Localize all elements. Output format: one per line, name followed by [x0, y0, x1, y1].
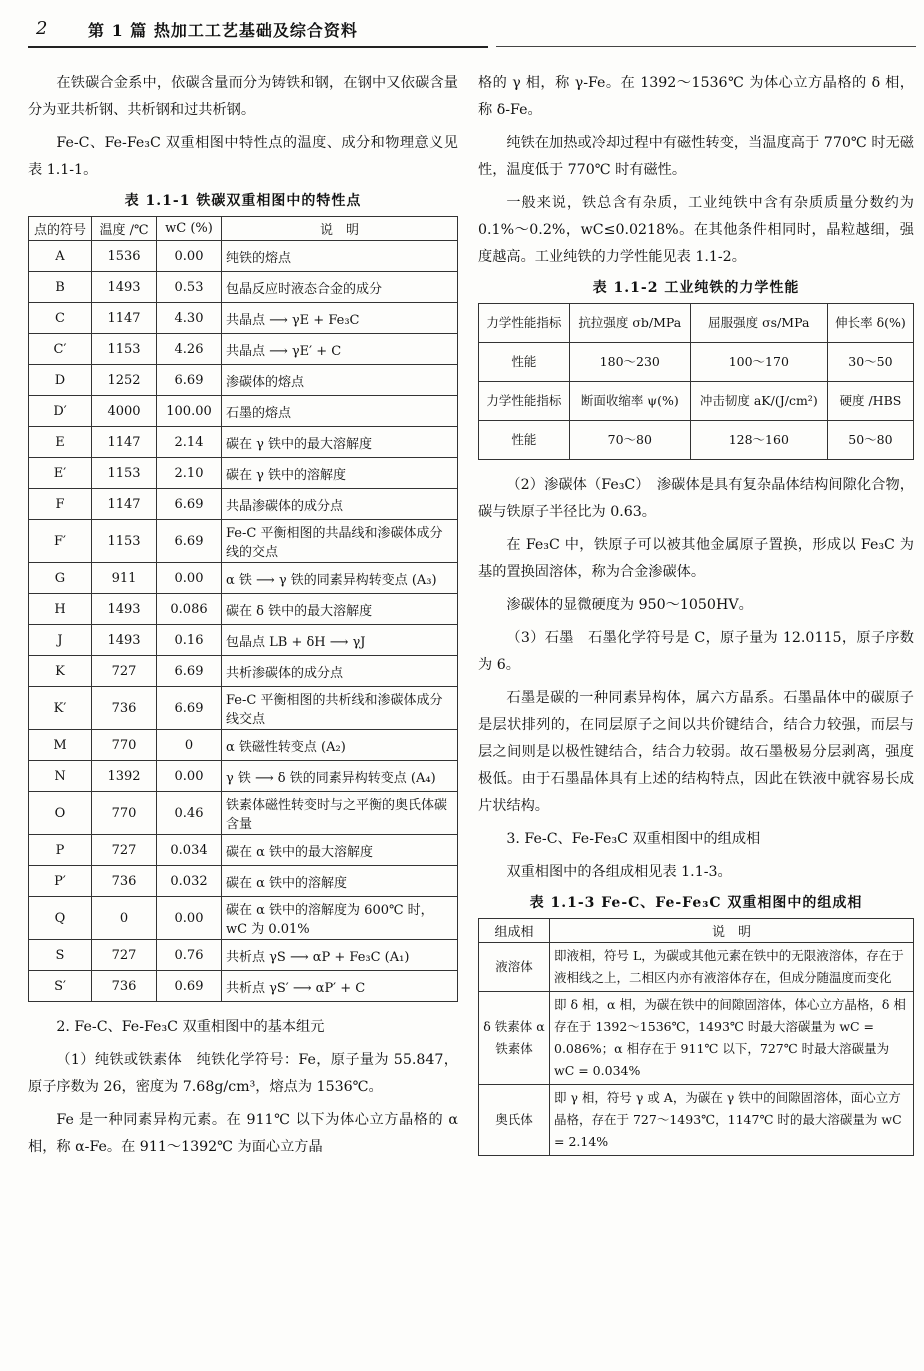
table-row	[29, 835, 458, 866]
table-cell: 石墨的熔点	[222, 396, 458, 427]
table-row	[29, 792, 458, 835]
table-cell: 液溶体	[479, 943, 550, 992]
paragraph: Fe 是一种同素异构元素。在 911℃ 以下为体心立方晶格的 α 相，称 α-Fe。在 911～1392℃ 为面心立方晶	[28, 1112, 458, 1155]
table-row	[479, 304, 914, 343]
table-cell: 30～50	[827, 343, 913, 382]
table-cell: D′	[29, 396, 92, 427]
table-cell: α 铁磁性转变点 (A₂)	[222, 730, 458, 761]
paragraph: 格的 γ 相，称 γ-Fe。在 1392～1536℃ 为体心立方晶格的 δ 相，称 δ-Fe。	[478, 75, 914, 118]
table-cell: 4.30	[157, 303, 222, 334]
table-cell: 包晶反应时液态合金的成分	[222, 272, 458, 303]
table-cell: 碳在 γ 铁中的最大溶解度	[222, 427, 458, 458]
table-cell: 128～160	[690, 421, 827, 460]
table-cell: 70～80	[569, 421, 690, 460]
column-header: 说 明	[222, 217, 458, 241]
table-cell: P′	[29, 866, 92, 897]
table-row	[479, 943, 914, 992]
table-cell: 727	[92, 940, 157, 971]
table-cell: 共晶渗碳体的成分点	[222, 489, 458, 520]
running-title: 第 1 篇 热加工工艺基础及综合资料	[88, 21, 358, 40]
table-row	[29, 365, 458, 396]
table-cell: 抗拉强度 σb/MPa	[569, 304, 690, 343]
column-header: 说 明	[550, 919, 914, 943]
page-header	[28, 12, 908, 48]
table-row	[29, 563, 458, 594]
table-cell: 共析点 γS ⟶ αP + Fe₃C (A₁)	[222, 940, 458, 971]
table-row	[29, 940, 458, 971]
right-column	[478, 70, 914, 1156]
table-cell: 即 δ 相，α 相，为碳在铁中的间隙固溶体，体心立方晶格，δ 相存在于 1392～1536℃，1493℃ 时最大溶碳量为 wC = 0.086%；α 相存在于 911℃ 以下，727℃ 时最大溶碳量为 wC = 0.034%	[550, 992, 914, 1085]
table-cell: F′	[29, 520, 92, 563]
table-cell: 铁素体磁性转变时与之平衡的奥氏体碳含量	[222, 792, 458, 835]
table-cell: 6.69	[157, 656, 222, 687]
table-cell: 纯铁的熔点	[222, 241, 458, 272]
table-cell: α 铁 ⟶ γ 铁的同素异构转变点 (A₃)	[222, 563, 458, 594]
table-cell: 断面收缩率 ψ(%)	[569, 382, 690, 421]
table-row	[29, 687, 458, 730]
table-cell: 2.14	[157, 427, 222, 458]
table-row	[29, 866, 458, 897]
table-cell: 1153	[92, 334, 157, 365]
table-row	[29, 334, 458, 365]
table-cell: 共析点 γS′ ⟶ αP′ + C	[222, 971, 458, 1002]
paragraph: 石墨是碳的一种同素异构体，属六方晶系。石墨晶体中的碳原子是层状排列的，在同层原子之间以共价键结合，结合力较强，而层与层之间则是以极性键结合，结合力较弱。故石墨极易分层剥离，强度极低。由于石墨晶体具有上述的结构特点，因此在铁液中就容易长成片状结构。	[478, 690, 914, 814]
table-cell: 0.53	[157, 272, 222, 303]
table-cell: 碳在 α 铁中的最大溶解度	[222, 835, 458, 866]
table-cell: 1147	[92, 427, 157, 458]
table-cell: 1147	[92, 303, 157, 334]
table-cell: D	[29, 365, 92, 396]
table-cell: J	[29, 625, 92, 656]
table-cell: 2.10	[157, 458, 222, 489]
table-cell: K′	[29, 687, 92, 730]
paragraph: Fe-C、Fe-Fe₃C 双重相图中特性点的温度、成分和物理意义见表 1.1-1。	[28, 135, 458, 178]
table-cell: 0.034	[157, 835, 222, 866]
table-row	[29, 730, 458, 761]
table-cell: 即 γ 相，符号 γ 或 A，为碳在 γ 铁中的间隙固溶体，面心立方晶格，存在于 727～1493℃，1147℃ 时的最大溶碳量为 wC = 2.14%	[550, 1085, 914, 1156]
table-cell: 0.032	[157, 866, 222, 897]
table-caption: 表 1.1-3 Fe-C、Fe-Fe₃C 双重相图中的组成相	[529, 895, 863, 911]
table-cell: 100.00	[157, 396, 222, 427]
table-cell: 6.69	[157, 520, 222, 563]
section-heading: 2. Fe-C、Fe-Fe₃C 双重相图中的基本组元	[56, 1019, 325, 1035]
table-cell: 1147	[92, 489, 157, 520]
table-row	[29, 272, 458, 303]
column-header: wC (%)	[157, 217, 222, 241]
table-cell: E′	[29, 458, 92, 489]
table-row	[29, 303, 458, 334]
table-cell: 性能	[479, 421, 570, 460]
table-cell: 0.16	[157, 625, 222, 656]
table-cell: 100～170	[690, 343, 827, 382]
table-cell: 0.46	[157, 792, 222, 835]
table-cell: Fe-C 平衡相图的共晶线和渗碳体成分线的交点	[222, 520, 458, 563]
paragraph: （1）纯铁或铁素体 纯铁化学符号：Fe，原子量为 55.847，原子序数为 26，密度为 7.68g/cm³，熔点为 1536℃。	[28, 1052, 458, 1095]
table-row	[29, 656, 458, 687]
table-cell: 共晶点 ⟶ γE + Fe₃C	[222, 303, 458, 334]
table-cell: 碳在 α 铁中的溶解度	[222, 866, 458, 897]
table-caption: 表 1.1-2 工业纯铁的力学性能	[592, 280, 800, 296]
table-row	[29, 971, 458, 1002]
table-cell: 碳在 γ 铁中的溶解度	[222, 458, 458, 489]
paragraph: 一般来说，铁总含有杂质，工业纯铁中含有杂质质量分数约为 0.1%～0.2%，wC≤0.0218%。在其他条件相同时，晶粒越细，强度越高。工业纯铁的力学性能见表 1.1-2。	[478, 195, 914, 265]
table-header-row	[29, 217, 458, 241]
table-cell: 727	[92, 835, 157, 866]
table-cell: 1252	[92, 365, 157, 396]
table-row	[29, 427, 458, 458]
table-cell: 0.00	[157, 563, 222, 594]
table-caption: 表 1.1-1 铁碳双重相图中的特性点	[124, 193, 362, 209]
table-cell: M	[29, 730, 92, 761]
table-cell: K	[29, 656, 92, 687]
table-row	[29, 594, 458, 625]
table-cell: C	[29, 303, 92, 334]
paragraph: 在 Fe₃C 中，铁原子可以被其他金属原子置换，形成以 Fe₃C 为基的置换固溶体，称为合金渗碳体。	[478, 537, 914, 580]
table-cell: S′	[29, 971, 92, 1002]
table-cell: 力学性能指标	[479, 304, 570, 343]
table-cell: B	[29, 272, 92, 303]
table-cell: 727	[92, 656, 157, 687]
paragraph: （3）石墨 石墨化学符号是 C，原子量为 12.0115，原子序数为 6。	[478, 630, 914, 673]
table-row	[29, 396, 458, 427]
table-cell: O	[29, 792, 92, 835]
table-cell: 即液相，符号 L，为碳或其他元素在铁中的无限液溶体，存在于液相线之上，二相区内亦有液溶体存在，但成分随温度而变化	[550, 943, 914, 992]
table-cell: S	[29, 940, 92, 971]
table-cell: 1536	[92, 241, 157, 272]
paragraph: 纯铁在加热或冷却过程中有磁性转变，当温度高于 770℃ 时无磁性，温度低于 770℃ 时有磁性。	[478, 135, 914, 178]
table-cell: 4.26	[157, 334, 222, 365]
table-cell: 屈服强度 σs/MPa	[690, 304, 827, 343]
table-cell: 0.00	[157, 897, 222, 940]
table-cell: 1392	[92, 761, 157, 792]
table-cell: 6.69	[157, 489, 222, 520]
table-cell: 1493	[92, 594, 157, 625]
table-cell: 伸长率 δ(%)	[827, 304, 913, 343]
table-row	[479, 421, 914, 460]
column-header: 点的符号	[29, 217, 92, 241]
table-cell: 共晶点 ⟶ γE′ + C	[222, 334, 458, 365]
table-cell: 硬度 /HBS	[827, 382, 913, 421]
table-cell: C′	[29, 334, 92, 365]
table-cell: N	[29, 761, 92, 792]
table-cell: 50～80	[827, 421, 913, 460]
table-cell: 736	[92, 687, 157, 730]
table-cell: 770	[92, 730, 157, 761]
table-row	[29, 761, 458, 792]
table-cell: P	[29, 835, 92, 866]
paragraph: （2）渗碳体（Fe₃C） 渗碳体是具有复杂晶体结构间隙化合物，碳与铁原子半径比为 0.63。	[478, 477, 914, 520]
table-cell: 共析渗碳体的成分点	[222, 656, 458, 687]
table-cell: G	[29, 563, 92, 594]
table-cell: 736	[92, 866, 157, 897]
paragraph: 双重相图中的各组成相见表 1.1-3。	[506, 864, 732, 880]
table-cell: γ 铁 ⟶ δ 铁的同素异构转变点 (A₄)	[222, 761, 458, 792]
paragraph: 渗碳体的显微硬度为 950～1050HV。	[506, 597, 753, 613]
table-cell: 770	[92, 792, 157, 835]
column-header: 组成相	[479, 919, 550, 943]
table-cell: 力学性能指标	[479, 382, 570, 421]
header-rule-right	[496, 46, 916, 47]
header-rule	[28, 46, 488, 48]
table-row	[479, 1085, 914, 1156]
table-row	[29, 458, 458, 489]
left-column	[28, 70, 458, 1167]
table-row	[479, 382, 914, 421]
section-heading: 3. Fe-C、Fe-Fe₃C 双重相图中的组成相	[506, 831, 761, 847]
characteristic-points-table	[28, 216, 458, 1002]
table-cell: 0	[157, 730, 222, 761]
table-row	[479, 343, 914, 382]
table-row	[29, 520, 458, 563]
table-cell: 碳在 δ 铁中的最大溶解度	[222, 594, 458, 625]
table-cell: 4000	[92, 396, 157, 427]
table-cell: 6.69	[157, 687, 222, 730]
table-row	[29, 625, 458, 656]
table-cell: 0.69	[157, 971, 222, 1002]
table-cell: 1153	[92, 458, 157, 489]
table-cell: A	[29, 241, 92, 272]
table-cell: 1493	[92, 625, 157, 656]
table-cell: E	[29, 427, 92, 458]
table-cell: 0.00	[157, 241, 222, 272]
mechanical-properties-table	[478, 303, 914, 460]
table-cell: 1493	[92, 272, 157, 303]
table-cell: 包晶点 LB + δH ⟶ γJ	[222, 625, 458, 656]
table-cell: F	[29, 489, 92, 520]
table-cell: 奥氏体	[479, 1085, 550, 1156]
phases-table	[478, 918, 914, 1156]
table-cell: 1153	[92, 520, 157, 563]
table-header-row	[479, 919, 914, 943]
table-cell: 0.086	[157, 594, 222, 625]
column-header: 温度 /℃	[92, 217, 157, 241]
table-row	[29, 241, 458, 272]
table-row	[479, 992, 914, 1085]
table-cell: 渗碳体的熔点	[222, 365, 458, 396]
table-row	[29, 489, 458, 520]
table-cell: 碳在 α 铁中的溶解度为 600℃ 时，wC 为 0.01%	[222, 897, 458, 940]
table-row	[29, 897, 458, 940]
table-cell: 911	[92, 563, 157, 594]
table-cell: Fe-C 平衡相图的共析线和渗碳体成分线交点	[222, 687, 458, 730]
table-cell: 180～230	[569, 343, 690, 382]
table-cell: 0.76	[157, 940, 222, 971]
paragraph: 在铁碳合金系中，依碳含量而分为铸铁和钢，在钢中又依碳含量分为亚共析钢、共析钢和过共析钢。	[28, 75, 458, 118]
table-cell: 0	[92, 897, 157, 940]
table-cell: 冲击韧度 aK/(J/cm²)	[690, 382, 827, 421]
table-cell: 6.69	[157, 365, 222, 396]
table-cell: H	[29, 594, 92, 625]
table-cell: 736	[92, 971, 157, 1002]
table-cell: 0.00	[157, 761, 222, 792]
page-number: 2	[36, 18, 48, 39]
table-cell: δ 铁素体 α 铁素体	[479, 992, 550, 1085]
table-cell: 性能	[479, 343, 570, 382]
table-cell: Q	[29, 897, 92, 940]
